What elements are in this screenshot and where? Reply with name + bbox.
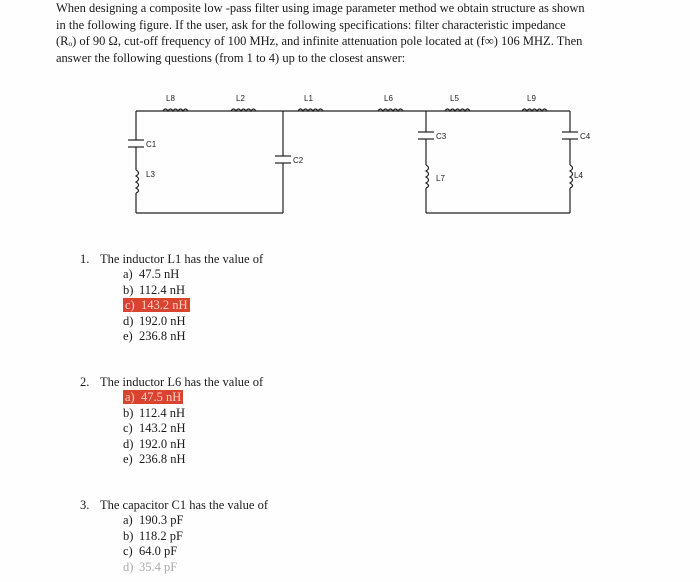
question-3-option-b[interactable] — [123, 529, 268, 545]
label-l8: L8 — [166, 94, 175, 103]
intro-line-3: (Rₒ) of 90 Ω, cut-off frequency of 100 MHz, and infinite attenuation pole located at (f∞) 106 MHZ. Then — [56, 34, 583, 48]
question-2 — [80, 374, 263, 468]
intro-line-4: answer the following questions (from 1 to 4) up to the closest answer: — [56, 50, 406, 65]
option-value: 190.3 pF — [139, 513, 184, 527]
answer-highlight — [123, 390, 183, 404]
problem-statement — [56, 0, 656, 66]
label-c1: C1 — [146, 140, 157, 149]
option-value: 192.0 nH — [139, 436, 186, 451]
question-3-option-c[interactable] — [123, 544, 268, 560]
question-3-text — [80, 497, 268, 513]
l3-coil — [136, 170, 139, 193]
question-2-text — [80, 374, 263, 390]
option-label: c) — [123, 544, 133, 558]
option-label: b) — [123, 282, 134, 297]
question-2-option-d[interactable] — [123, 437, 263, 453]
question-1-option-e[interactable] — [123, 329, 263, 345]
label-l9: L9 — [527, 94, 536, 103]
option-value: 112.4 nH — [139, 405, 186, 420]
option-value: 118.2 pF — [139, 528, 183, 543]
question-1 — [80, 251, 263, 345]
option-label: d) — [123, 559, 134, 574]
question-1-option-b[interactable] — [123, 283, 263, 299]
option-label: a) — [123, 267, 133, 281]
question-2-option-c[interactable] — [123, 421, 263, 437]
option-label: e) — [123, 329, 133, 343]
option-label: e) — [123, 452, 133, 466]
question-2-option-e[interactable] — [123, 452, 263, 468]
option-value: 192.0 nH — [139, 313, 186, 328]
question-1-prompt: The inductor L1 has the value of — [100, 252, 264, 266]
answer-highlight — [123, 298, 190, 312]
option-value: 143.2 nH — [139, 421, 186, 435]
question-1-option-c-selected[interactable] — [123, 298, 263, 314]
question-1-option-a[interactable] — [123, 267, 263, 283]
option-label: d) — [123, 313, 134, 328]
l7-coil — [426, 165, 429, 188]
question-3-prompt: The capacitor C1 has the value of — [100, 498, 268, 512]
label-l5: L5 — [450, 94, 459, 103]
question-3 — [80, 497, 268, 575]
label-l1: L1 — [304, 94, 313, 103]
option-value: 236.8 nH — [139, 452, 186, 466]
question-2-number: 2. — [80, 375, 90, 389]
option-label: b) — [123, 405, 134, 420]
option-value: 64.0 pF — [139, 544, 178, 558]
question-3-option-a[interactable] — [123, 513, 268, 529]
intro-line-1: When designing a composite low -pass filter using image parameter method we obtain structure as shown — [56, 1, 585, 15]
question-3-option-d[interactable] — [123, 560, 268, 576]
question-1-number: 1. — [80, 252, 90, 266]
l4-coil — [570, 165, 573, 188]
question-2-prompt: The inductor L6 has the value of — [100, 375, 264, 389]
option-label: a) — [123, 513, 133, 527]
option-value: 47.5 nH — [141, 390, 182, 404]
option-label: a) — [125, 390, 135, 404]
option-label: c) — [125, 298, 135, 312]
filter-circuit-diagram — [108, 90, 591, 230]
question-1-option-d[interactable] — [123, 314, 263, 330]
option-value: 112.4 nH — [139, 282, 186, 297]
option-label: c) — [123, 421, 133, 435]
option-value: 143.2 nH — [141, 298, 188, 312]
label-l3: L3 — [146, 170, 155, 179]
question-1-text — [80, 251, 263, 267]
option-label: b) — [123, 528, 134, 543]
question-3-number: 3. — [80, 498, 90, 512]
label-l6: L6 — [384, 94, 393, 103]
label-c3: C3 — [436, 132, 447, 141]
question-2-option-a-selected[interactable] — [123, 390, 263, 406]
label-c4: C4 — [580, 132, 591, 141]
option-label: d) — [123, 436, 134, 451]
label-l7: L7 — [436, 174, 445, 183]
option-value: 35.4 pF — [139, 559, 178, 574]
question-2-option-b[interactable] — [123, 406, 263, 422]
label-c2: C2 — [293, 156, 304, 165]
label-l2: L2 — [236, 94, 245, 103]
option-value: 236.8 nH — [139, 329, 186, 343]
label-l4: L4 — [574, 171, 583, 180]
intro-line-2: in the following figure. If the user, ask for the following specifications: filter characteristic impedance — [56, 17, 566, 32]
option-value: 47.5 nH — [139, 267, 180, 281]
